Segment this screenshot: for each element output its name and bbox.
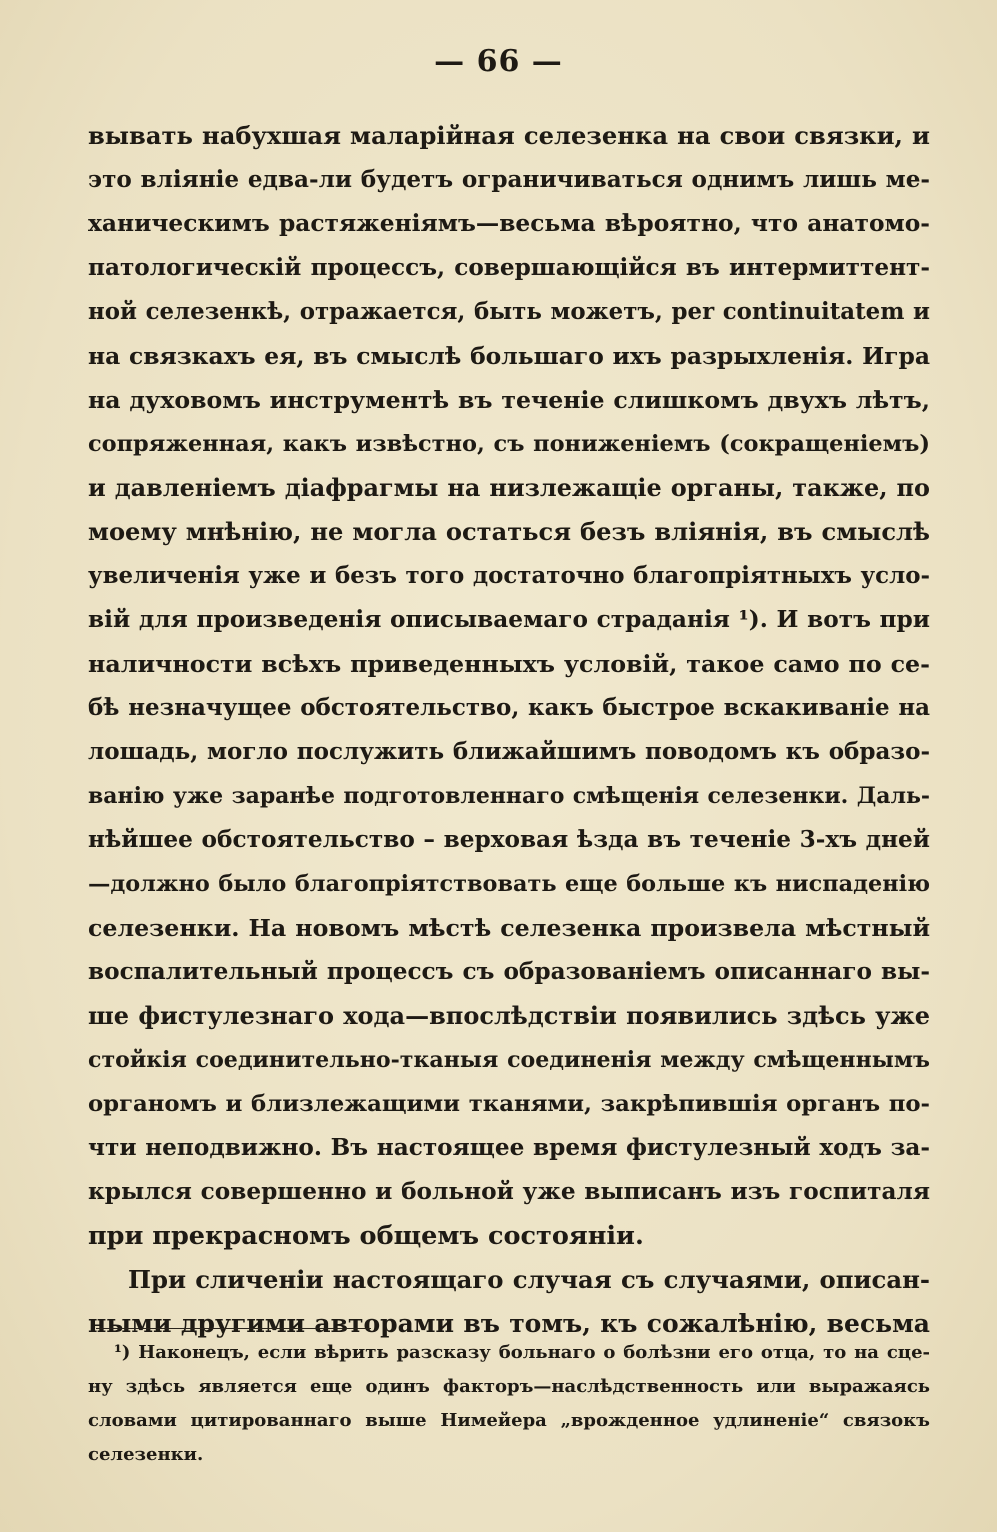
body-line: на духовомъ инструментѣ въ теченіе слишкомъ двухъ лѣтъ, (88, 386, 930, 414)
body-line: ханическимъ растяженіямъ—весьма вѣроятно, что анатомо- (88, 210, 930, 237)
body-line: селезенки. На новомъ мѣстѣ селезенка произвела мѣстный (88, 914, 930, 942)
body-line: на связкахъ ея, въ смыслѣ большаго ихъ разрыхленія. Игра (88, 342, 930, 370)
body-line: стойкія соединительно-тканыя соединенія между смѣщеннымъ (88, 1047, 930, 1073)
body-line: сопряженная, какъ извѣстно, съ пониженіемъ (сокращеніемъ) (88, 431, 930, 457)
footnote-divider (96, 1328, 371, 1329)
body-line: это вліяніе едва-ли будетъ ограничиваться однимъ лишь ме- (88, 166, 930, 193)
page-number: — 66 — (434, 44, 563, 79)
footnote-line: ¹) Наконецъ, если вѣрить разсказу больнаго о болѣзни его отца, то на сце- (114, 1342, 930, 1363)
body-line: чти неподвижно. Въ настоящее время фистулезный ходъ за- (88, 1134, 930, 1161)
body-line: вывать набухшая маларійная селезенка на свои связки, и (88, 121, 930, 150)
body-line: ными другими авторами въ томъ, къ сожалѣнію, весьма (88, 1309, 930, 1338)
body-line: наличности всѣхъ приведенныхъ условій, такое само по се- (88, 650, 930, 678)
body-line: бѣ незначущее обстоятельство, какъ быстрое вскакиваніе на (88, 694, 930, 721)
body-line: ной селезенкѣ, отражается, быть можетъ, per continuitatem и (88, 299, 930, 325)
body-line: ше фистулезнаго хода—впослѣдствіи появились здѣсь уже (88, 1001, 930, 1030)
body-line: ванію уже заранѣе подготовленнаго смѣщенія селезенки. Даль- (88, 783, 930, 809)
body-line: воспалительный процессъ съ образованіемъ описаннаго вы- (88, 958, 930, 985)
footnote-line: словами цитированнаго выше Нимейера „врожденное удлиненіе“ связокъ (88, 1410, 930, 1431)
footnotes (88, 1336, 930, 1472)
body-line: органомъ и близлежащими тканями, закрѣпившія органъ по- (88, 1091, 930, 1117)
body-line: при прекрасномъ общемъ состояніи. (88, 1221, 644, 1251)
body-line: патологическій процессъ, совершающійся въ интермиттент- (88, 254, 930, 281)
body-line: —должно было благопріятствовать еще больше къ ниспаденію (88, 871, 930, 897)
body-line: крылся совершенно и больной уже выписанъ изъ госпиталя (88, 1178, 930, 1205)
footnote-line: селезенки. (88, 1444, 204, 1465)
body-line: При сличеніи настоящаго случая съ случаями, описан- (128, 1265, 930, 1294)
body-line: увеличенія уже и безъ того достаточно благопріятныхъ усло- (88, 563, 930, 589)
body-line: и давленіемъ діафрагмы на низлежащіе органы, также, по (88, 474, 930, 502)
body-line: вій для произведенія описываемаго страданія ¹). И вотъ при (88, 606, 930, 633)
body-line: моему мнѣнію, не могла остаться безъ вліянія, въ смыслѣ (88, 517, 930, 546)
body-line: лошадь, могло послужить ближайшимъ поводомъ къ образо- (88, 738, 930, 765)
body-line: нѣйшее обстоятельство – верховая ѣзда въ теченіе 3-хъ дней (88, 826, 930, 853)
body-text (88, 114, 930, 1346)
footnote-line: ну здѣсь является еще одинъ факторъ—наслѣдственность или выражаясь (88, 1376, 930, 1397)
